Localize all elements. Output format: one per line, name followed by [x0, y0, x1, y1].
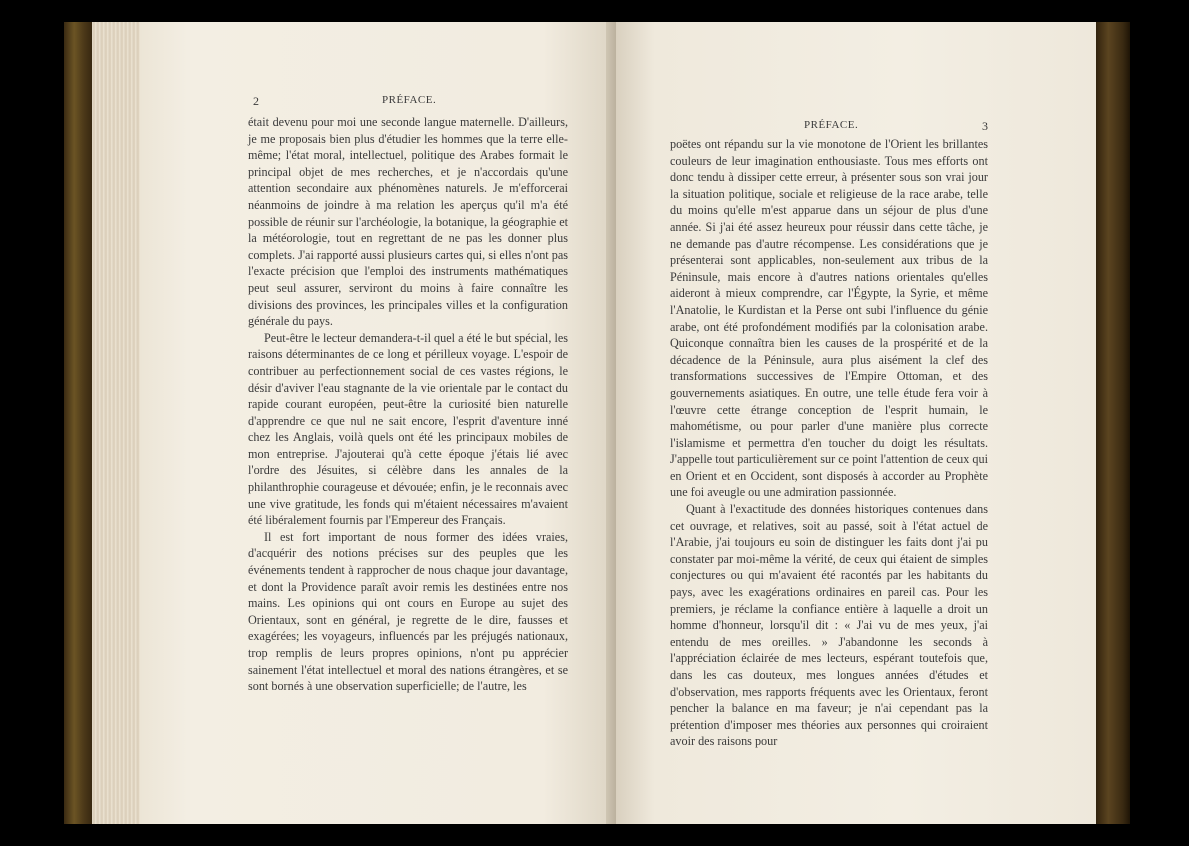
- running-head: PRÉFACE.: [804, 119, 859, 131]
- paragraph: Il est fort important de nous former des idées vraies, d'acquérir des notions précises sur des peuples que les événements tendent à rapprocher de nous chaque jour davantage, et dont la Providence paraît avoir remis les destinées entre nos mains. Les opinions qui ont cours en Europe au sujet des Orientaux, sont en général, je regrette de le dire, fausses et exagérées; les voyageurs, influencés par les préjugés nationaux, trop remplis de leurs propres opinions, n'ont pu apprécier sainement l'état intellectuel et moral des nations étrangères, et se sont bornés à une observation superficielle; de l'autre, les: [248, 529, 568, 694]
- page-number: 2: [253, 94, 259, 108]
- paragraph: Quant à l'exactitude des données historiques contenues dans cet ouvrage, et relatives, soit au passé, soit à l'état actuel de l'Arabie, j'ai toujours eu soin de distinguer les faits dont j'ai pu constater par moi-même la vérité, de ceux qui étaient de simples conjectures ou qui m'avaient été racontés par les habitants du pays, avec les exagérations ordinaires en pareil cas. Pour les premiers, je réclame la confiance entière à laquelle a droit un homme d'honneur, lorsqu'il dit : « J'ai vu de mes yeux, j'ai entendu de mes oreilles. » J'abandonne les seconds à l'appréciation éclairée de mes lecteurs, espérant toutefois que, dans les cas douteux, mes longues années d'études et d'observation, mes rapports fréquents avec les Orientaux, feront pencher la balance en ma faveur; je n'ai cependant pas la prétention d'imposer mes théories aux personnes qui croiraient avoir des raisons pour: [670, 502, 988, 749]
- paragraph: était devenu pour moi une seconde langue maternelle. D'ailleurs, je me proposais bien plus d'étudier les hommes que la terre elle-même; l'état moral, intellectuel, politique des Arabes formait le principal objet de mes recherches, et je n'accordais qu'une attention secondaire aux phénomènes naturels. Je m'efforcerai néanmoins de joindre à ma relation les aperçus qu'il m'a été possible de réunir sur l'archéologie, la botanique, la géographie et la météorologie, tout en regrettant de ne pas les donner plus complets. J'ai rapporté aussi plusieurs cartes qui, si elles n'ont pas l'exacte précision que l'emploi des instruments mathématiques peut seul assurer, serviront du moins à faire connaître les divisions des provinces, les principales villes et la configuration générale du pays.: [248, 115, 568, 329]
- right-page: [616, 22, 1096, 824]
- page-text: [670, 136, 988, 750]
- page-number: 3: [982, 119, 988, 133]
- paragraph: poëtes ont répandu sur la vie monotone de l'Orient les brillantes couleurs de leur imagination enthousiaste. Tous mes efforts ont donc tendu à dissiper cette erreur, à présenter sous son vrai jour la situation politique, sociale et religieuse de la race arabe, telle du moins qu'elle m'est apparue dans un séjour de plus d'une année. Si j'ai été assez heureux pour réussir dans cette tâche, je ne demande pas d'autre récompense. Les considérations que je présenterai sont applicables, non-seulement aux tribus de la Péninsule, mais encore à d'autres nations orientales qu'elles aideront à mieux comprendre, car l'Égypte, la Syrie, et même l'Anatolie, le Kurdistan et la Perse ont subi l'influence du génie arabe, ont été profondément modifiés par la colonisation arabe. Quiconque connaîtra bien les causes de la prospérité et de la décadence de la Péninsule, aura plus aisément la clef des transformations successives de l'Empire Ottoman, et des gouvernements asiatiques. En outre, une telle étude fera voir à l'œuvre cette étrange conception de l'esprit humain, le mahométisme, ou pour parler d'une manière plus correcte l'islamisme et permettra d'en toucher du doigt les résultats. J'appelle tout particulièrement sur ce point l'attention de ceux qui en Orient et en Occident, sont disposés à accorder au Prophète une foi aveugle ou une admiration passionnée.: [670, 137, 988, 500]
- page-edges: [92, 22, 142, 824]
- paragraph: Peut-être le lecteur demandera-t-il quel a été le but spécial, les raisons déterminantes de ce long et périlleux voyage. L'espoir de contribuer au perfectionnement social de ces vastes régions, le désir d'aviver l'eau stagnante de la vie orientale par le contact du rapide courant européen, peut-être la curiosité bien naturelle d'apprendre ce que nul ne sait encore, l'esprit d'aventure inné chez les Anglais, voilà quels ont été les principaux mobiles de mon entreprise. J'ajouterai qu'à cette époque j'étais lié avec l'ordre des Jésuites, si célèbre dans les annales de la philanthrophie courageuse et dévouée; enfin, je le reconnais avec une vive gratitude, les fonds qui m'étaient nécessaires m'avaient été libéralement fournis par l'Empereur des Français.: [248, 330, 568, 528]
- left-page: [140, 22, 614, 824]
- book-spine-right: [1094, 22, 1130, 824]
- page-text: [248, 114, 568, 695]
- running-head: PRÉFACE.: [382, 94, 437, 106]
